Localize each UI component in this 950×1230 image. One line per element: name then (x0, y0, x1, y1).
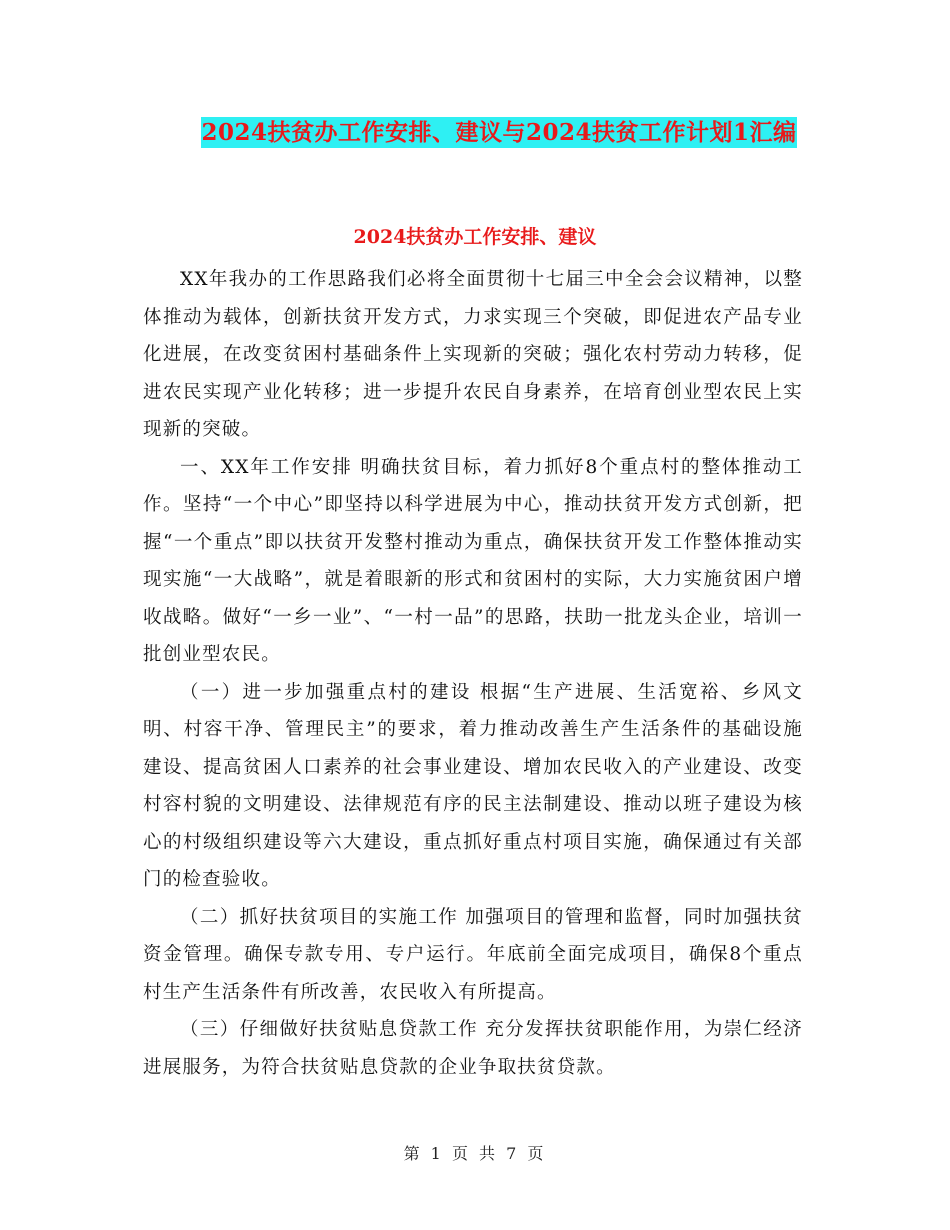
paragraph: （三）仔细做好扶贫贴息贷款工作 充分发挥扶贫职能作用，为崇仁经济进展服务，为符合扶贫贴息贷款的企业争取扶贫贷款。 (143, 1019, 803, 1078)
paragraph: （一）进一步加强重点村的建设 根据“生产进展、生活宽裕、乡风文明、村容干净、管理民主”的要求，着力推动改善生产生活条件的基础设施建设、提高贫困人口素养的社会事业建设、增加农民收入的产业建设、改变村容村貌的文明建设、法律规范有序的民主法制建设、推动以班子建设为核心的村级组织建设等六大建设，重点抓好重点村项目实施，确保通过有关部门的检查验收。 (143, 681, 803, 890)
paragraph: XX年我办的工作思路我们必将全面贯彻十七届三中全会会议精神，以整体推动为载体，创新扶贫开发方式，力求实现三个突破，即促进农产品专业化进展，在改变贫困村基础条件上实现新的突破；强化农村劳动力转移，促进农民实现产业化转移；进一步提升农民自身素养，在培育创业型农民上实现新的突破。 (143, 269, 803, 440)
paragraph: 一、XX年工作安排 明确扶贫目标，着力抓好8个重点村的整体推动工作。坚持“一个中心”即坚持以科学进展为中心，推动扶贫开发方式创新，把握“一个重点”即以扶贫开发整村推动为重点，确保扶贫开发工作整体推动实现实施“一大战略”，就是着眼新的形式和贫困村的实际，大力实施贫困户增收战略。做好“一乡一业”、“一村一品”的思路，扶助一批龙头企业，培训一批创业型农民。 (143, 456, 803, 665)
section-title: 2024扶贫办工作安排、建议 (353, 226, 597, 248)
document-body (143, 261, 803, 1086)
paragraph: （二）抓好扶贫项目的实施工作 加强项目的管理和监督，同时加强扶贫资金管理。确保专款专用、专户运行。年底前全面完成项目，确保8个重点村生产生活条件有所改善，农民收入有所提高。 (143, 906, 803, 1003)
document-title (188, 112, 810, 154)
page-footer: 第 1 页 共 7 页 (403, 1144, 547, 1163)
document-title-text: 2024扶贫办工作安排、建议与2024扶贫工作计划1汇编 (201, 119, 797, 146)
